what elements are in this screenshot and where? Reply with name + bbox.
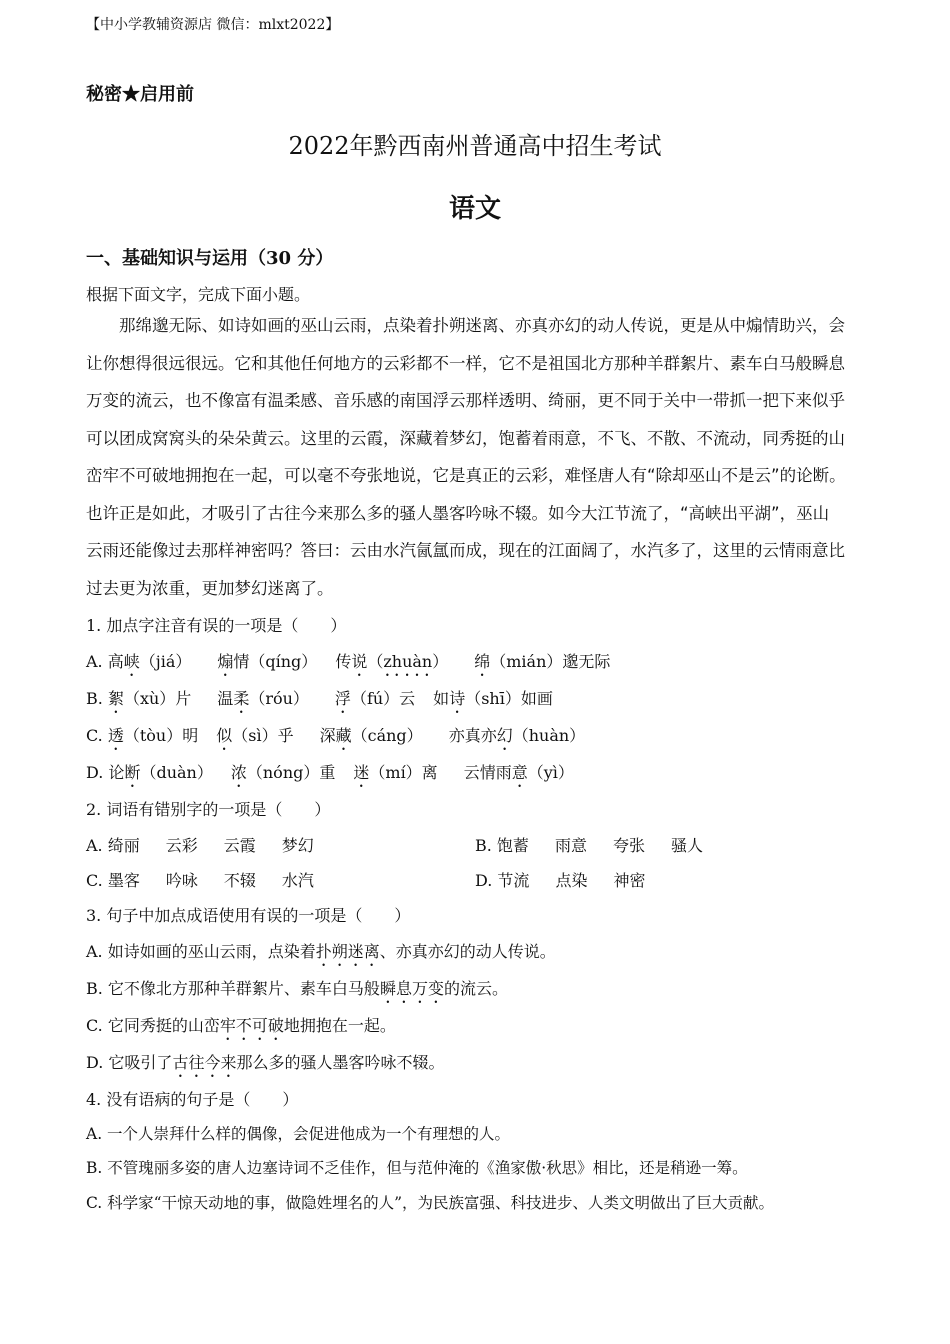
q2-option-c: C. 墨客 吟咏 不辍 水汽 (86, 871, 314, 890)
q4-option-a: A. 一个人崇拜什么样的偶像，会促进他成为一个有理想的人。 (86, 1125, 511, 1143)
q2-option-d: D. 节流 点染 神密 (475, 871, 646, 890)
q4-option-c: C. 科学家“干惊天动地的事，做隐姓埋名的人”，为民族富强、科技进步、人类文明做出了巨大贡献。 (86, 1194, 775, 1212)
q1-option-a: A. 高峡（jiá） 煽情（qíng） 传说（zhuàn） 绵（mián）邈无际 (86, 652, 611, 671)
passage-line: 万变的流云，也不像富有温柔感、音乐感的南国浮云那样透明、绮丽，更不同于关中一带抓一把下来似乎 (86, 391, 845, 410)
q4-option-b: B. 不管瑰丽多姿的唐人边塞诗词不乏佳作，但与范仲淹的《渔家傲·秋思》相比，还是稍逊一筹。 (86, 1159, 748, 1177)
subject-title: 语文 (448, 194, 501, 224)
passage-line: 让你想得很远很远。它和其他任何地方的云彩都不一样，它不是祖国北方那种羊群絮片、素车白马般瞬息 (86, 353, 845, 373)
passage-line: 云雨还能像过去那样神密吗？答曰：云由水汽氤氲而成，现在的江面阔了，水汽多了，这里的云情雨意比 (86, 541, 845, 560)
question-3-stem: 3. 句子中加点成语使用有误的一项是（ ） (86, 906, 411, 925)
question-1-stem: 1. 加点字注音有误的一项是（ ） (86, 616, 347, 635)
q1-option-d: D. 论断（duàn） 浓（nóng）重 迷（mí）离 云情雨意（yì） (86, 763, 574, 782)
q3-option-d: D. 它吸引了古往今来那么多的骚人墨客吟咏不辍。 (86, 1053, 445, 1072)
resource-header: 【中小学教辅资源店 微信：mlxt2022】 (86, 17, 340, 33)
instruction: 根据下面文字，完成下面小题。 (86, 285, 311, 304)
question-4-stem: 4. 没有语病的句子是（ ） (86, 1090, 299, 1109)
secret-label: 秘密★启用前 (86, 84, 194, 105)
q2-option-b: B. 饱蓄 雨意 夸张 骚人 (475, 836, 703, 855)
q3-option-c: C. 它同秀挺的山峦牢不可破地拥抱在一起。 (86, 1016, 396, 1035)
exam-title: 2022年黔西南州普通高中招生考试 (288, 132, 662, 160)
passage-line: 峦牢不可破地拥抱在一起，可以毫不夸张地说，它是真正的云彩，难怪唐人有“除却巫山不是云”的论断。 (86, 466, 846, 485)
q1-option-b: B. 絮（xù）片 温柔（róu） 浮（fú）云 如诗（shī）如画 (86, 689, 553, 708)
q2-option-a: A. 绮丽 云彩 云霞 梦幻 (86, 836, 314, 855)
passage-line: 也许正是如此，才吸引了古往今来那么多的骚人墨客吟咏不辍。如今大江节流了，“高峡出平湖”，巫山 (86, 503, 830, 523)
question-2-stem: 2. 词语有错别字的一项是（ ） (86, 800, 331, 819)
passage-line: 可以团成窝窝头的朵朵黄云。这里的云霞，深藏着梦幻，饱蓄着雨意，不飞、不散、不流动，同秀挺的山 (86, 428, 845, 448)
passage-line: 那绵邈无际、如诗如画的巫山云雨，点染着扑朔迷离、亦真亦幻的动人传说，更是从中煽情助兴，会 (119, 316, 845, 335)
q1-option-c: C. 透（tòu）明 似（sì）乎 深藏（cáng） 亦真亦幻（huàn） (86, 726, 586, 745)
q3-option-b: B. 它不像北方那种羊群絮片、素车白马般瞬息万变的流云。 (86, 979, 508, 998)
q3-option-a: A. 如诗如画的巫山云雨，点染着扑朔迷离、亦真亦幻的动人传说。 (86, 942, 556, 961)
reading-passage (86, 312, 876, 612)
passage-line: 过去更为浓重，更加梦幻迷离了。 (86, 578, 334, 598)
section-heading: 一、基础知识与运用（30 分） (86, 248, 334, 269)
